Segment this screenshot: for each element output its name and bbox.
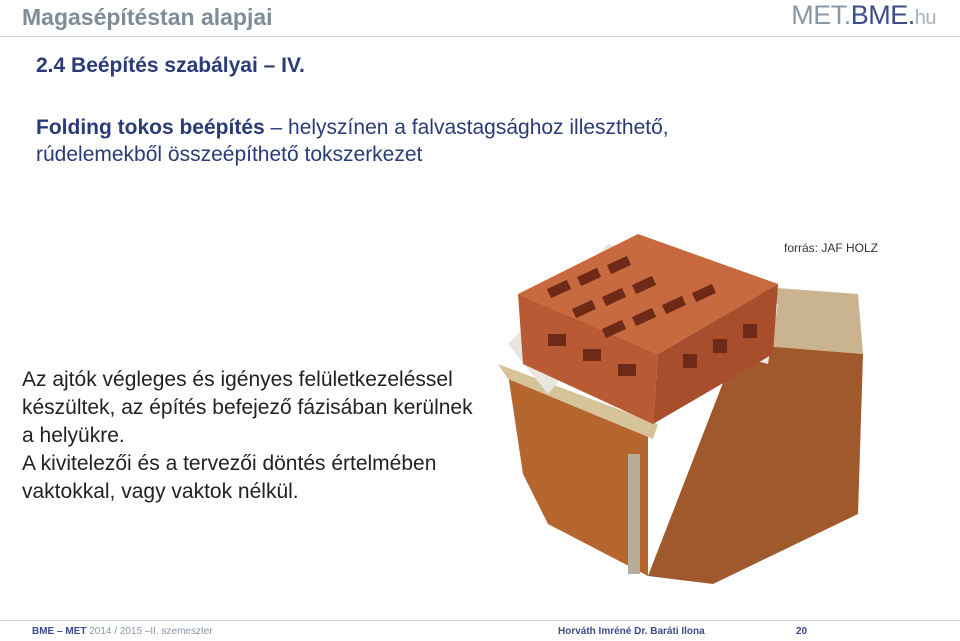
course-title: Magasépítéstan alapjai [22,4,273,30]
logo-met: MET. [791,0,851,30]
logo-hu: hu [914,7,936,29]
logo-bme: BME. [850,0,915,30]
frame-rod [628,454,640,574]
image-source: forrás: JAF HOLZ [783,241,878,255]
page-number: 20 [796,626,808,637]
footer-org [32,626,213,637]
footer-org-name: BME – MET [32,626,87,637]
footer-term: 2014 / 2015 –II. szemeszter [86,626,213,637]
footer-authors: Horváth Imréné Dr. Baráti Ilona [558,626,705,637]
met-bme-logo[interactable] [791,0,936,31]
slide-title: 2.4 Beépítés szabályai – IV. [36,54,305,77]
body-paragraph-2: A kivitelezői és a tervezői döntés értelmében vaktokkal, vagy vaktok nélkül. [22,452,437,503]
footer-divider [0,620,960,621]
lead-text [36,114,916,168]
body-text [22,366,482,506]
header-divider [0,36,960,37]
door-frame-illustration [478,224,878,594]
lead-bold: Folding tokos beépítés [36,116,265,139]
lead-rest: – helyszínen a falvastagsághoz illeszthető, [264,116,669,139]
body-paragraph-1: Az ajtók végleges és igényes felületkezeléssel készültek, az építés befejező fázisában kerülnek a helyükre. [22,368,473,447]
lead-line2: rúdelemekből összeépíthető tokszerkezet [36,143,423,166]
